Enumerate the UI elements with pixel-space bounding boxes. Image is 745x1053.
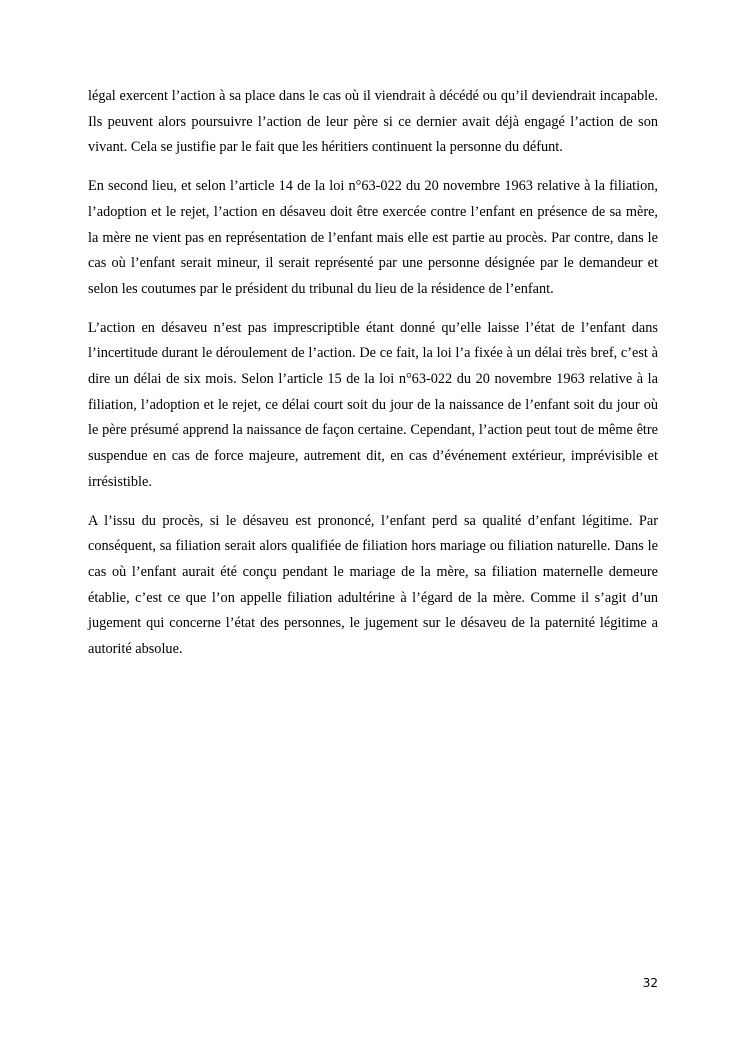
paragraph-1: légal exercent l’action à sa place dans le cas où il viendrait à décédé ou qu’il deviendrait incapable. Ils peuvent alors poursuivre l’action de leur père si ce dernier avait déjà engagé l’action de son vivant. Cela se justifie par le fait que les héritiers continuent la personne du défunt. <box>88 88 658 156</box>
paragraph-2: En second lieu, et selon l’article 14 de la loi n°63-022 du 20 novembre 1963 relative à la filiation, l’adoption et le rejet, l’action en désaveu doit être exercée contre l’enfant en présence de sa mère, la mère ne vient pas en représentation de l’enfant mais elle est partie au procès. Par contre, dans le cas où l’enfant serait mineur, il serait représenté par une personne désignée par le demandeur et selon les coutumes par le président du tribunal du lieu de la résidence de l’enfant. <box>88 178 658 297</box>
paragraph-4: A l’issu du procès, si le désaveu est prononcé, l’enfant perd sa qualité d’enfant légitime. Par conséquent, sa filiation serait alors qualifiée de filiation hors mariage ou filiation naturelle. Dans le cas où l’enfant aurait été conçu pendant le mariage de la mère, sa filiation maternelle demeure établie, c’est ce que l’on appelle filiation adultérine à l’égard de la mère. Comme il s’agit d’un jugement qui concerne l’état des personnes, le jugement sur le désaveu de la paternité légitime a autorité absolue. <box>88 512 658 658</box>
page-number: 32 <box>642 976 658 990</box>
paragraph-3: L’action en désaveu n’est pas imprescriptible étant donné qu’elle laisse l’état de l’enfant dans l’incertitude durant le déroulement de l’action. De ce fait, la loi l’a fixée à un délai très bref, c’est à dire un délai de six mois. Selon l’article 15 de la loi n°63-022 du 20 novembre 1963 relative à la filiation, l’adoption et le rejet, ce délai court soit du jour de la naissance de l’enfant soit du jour où le père présumé apprend la naissance de façon certaine. Cependant, l’action peut tout de même être suspendue en cas de force majeure, autrement dit, en cas d’événement extérieur, imprévisible et irrésistible. <box>88 319 658 490</box>
body-text <box>88 84 658 676</box>
